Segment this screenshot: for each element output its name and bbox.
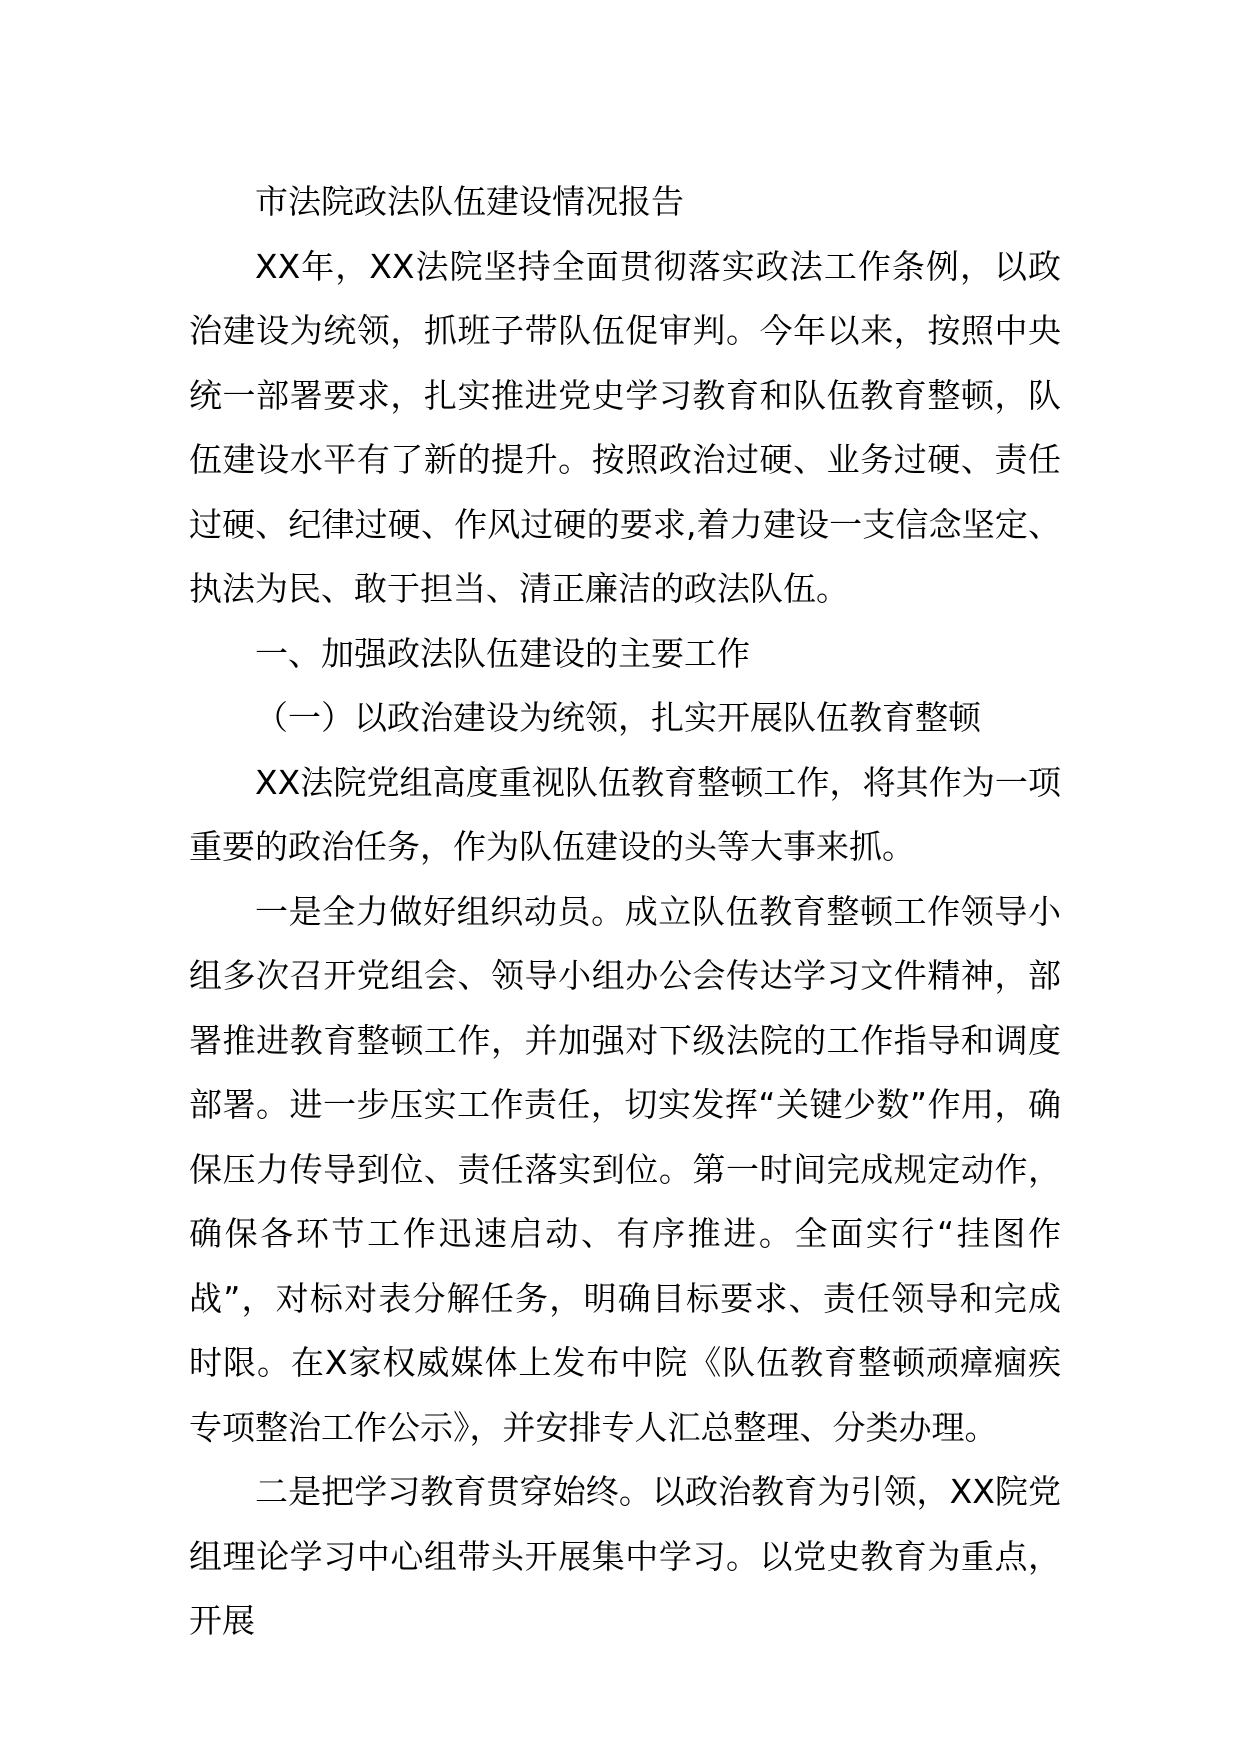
document-body [189, 170, 1061, 1654]
paragraph-party-group: XX法院党组高度重视队伍教育整顿工作，将其作为一项重要的政治任务，作为队伍建设的头等大事来抓。 [189, 762, 1061, 866]
paragraph-study-education: 二是把学习教育贯穿始终。以政治教育为引领，XX院党组理论学习中心组带头开展集中学习。以党史教育为重点，开展 [189, 1472, 1061, 1640]
subsection-heading-1: （一）以政治建设为统领，扎实开展队伍教育整顿 [255, 698, 981, 737]
section-heading-1: 一、加强政法队伍建设的主要工作 [255, 633, 750, 673]
paragraph-intro: XX年，XX法院坚持全面贯彻落实政法工作条例，以政治建设为统领，抓班子带队伍促审判。今年以来，按照中央统一部署要求，扎实推进党史学习教育和队伍教育整顿，队伍建设水平有了新的提升。按照政治过硬、业务过硬、责任过硬、纪律过硬、作风过硬的要求,着力建设一支信念坚定、执法为民、敢于担当、清正廉洁的政法队伍。 [189, 246, 1061, 608]
paragraph-mobilization: 一是全力做好组织动员。成立队伍教育整顿工作领导小组多次召开党组会、领导小组办公会传达学习文件精神，部署推进教育整顿工作，并加强对下级法院的工作指导和调度部署。进一步压实工作责任，切实发挥“关键少数”作用，确保压力传导到位、责任落实到位。第一时间完成规定动作，确保各环节工作迅速启动、有序推进。全面实行“挂图作战”，对标对表分解任务，明确目标要求、责任领导和完成时限。在X家权威媒体上发布中院《队伍教育整顿顽瘴痼疾专项整治工作公示》，并安排专人汇总整理、分类办理。 [189, 891, 1061, 1447]
document-title: 市法院政法队伍建设情况报告 [255, 182, 684, 221]
